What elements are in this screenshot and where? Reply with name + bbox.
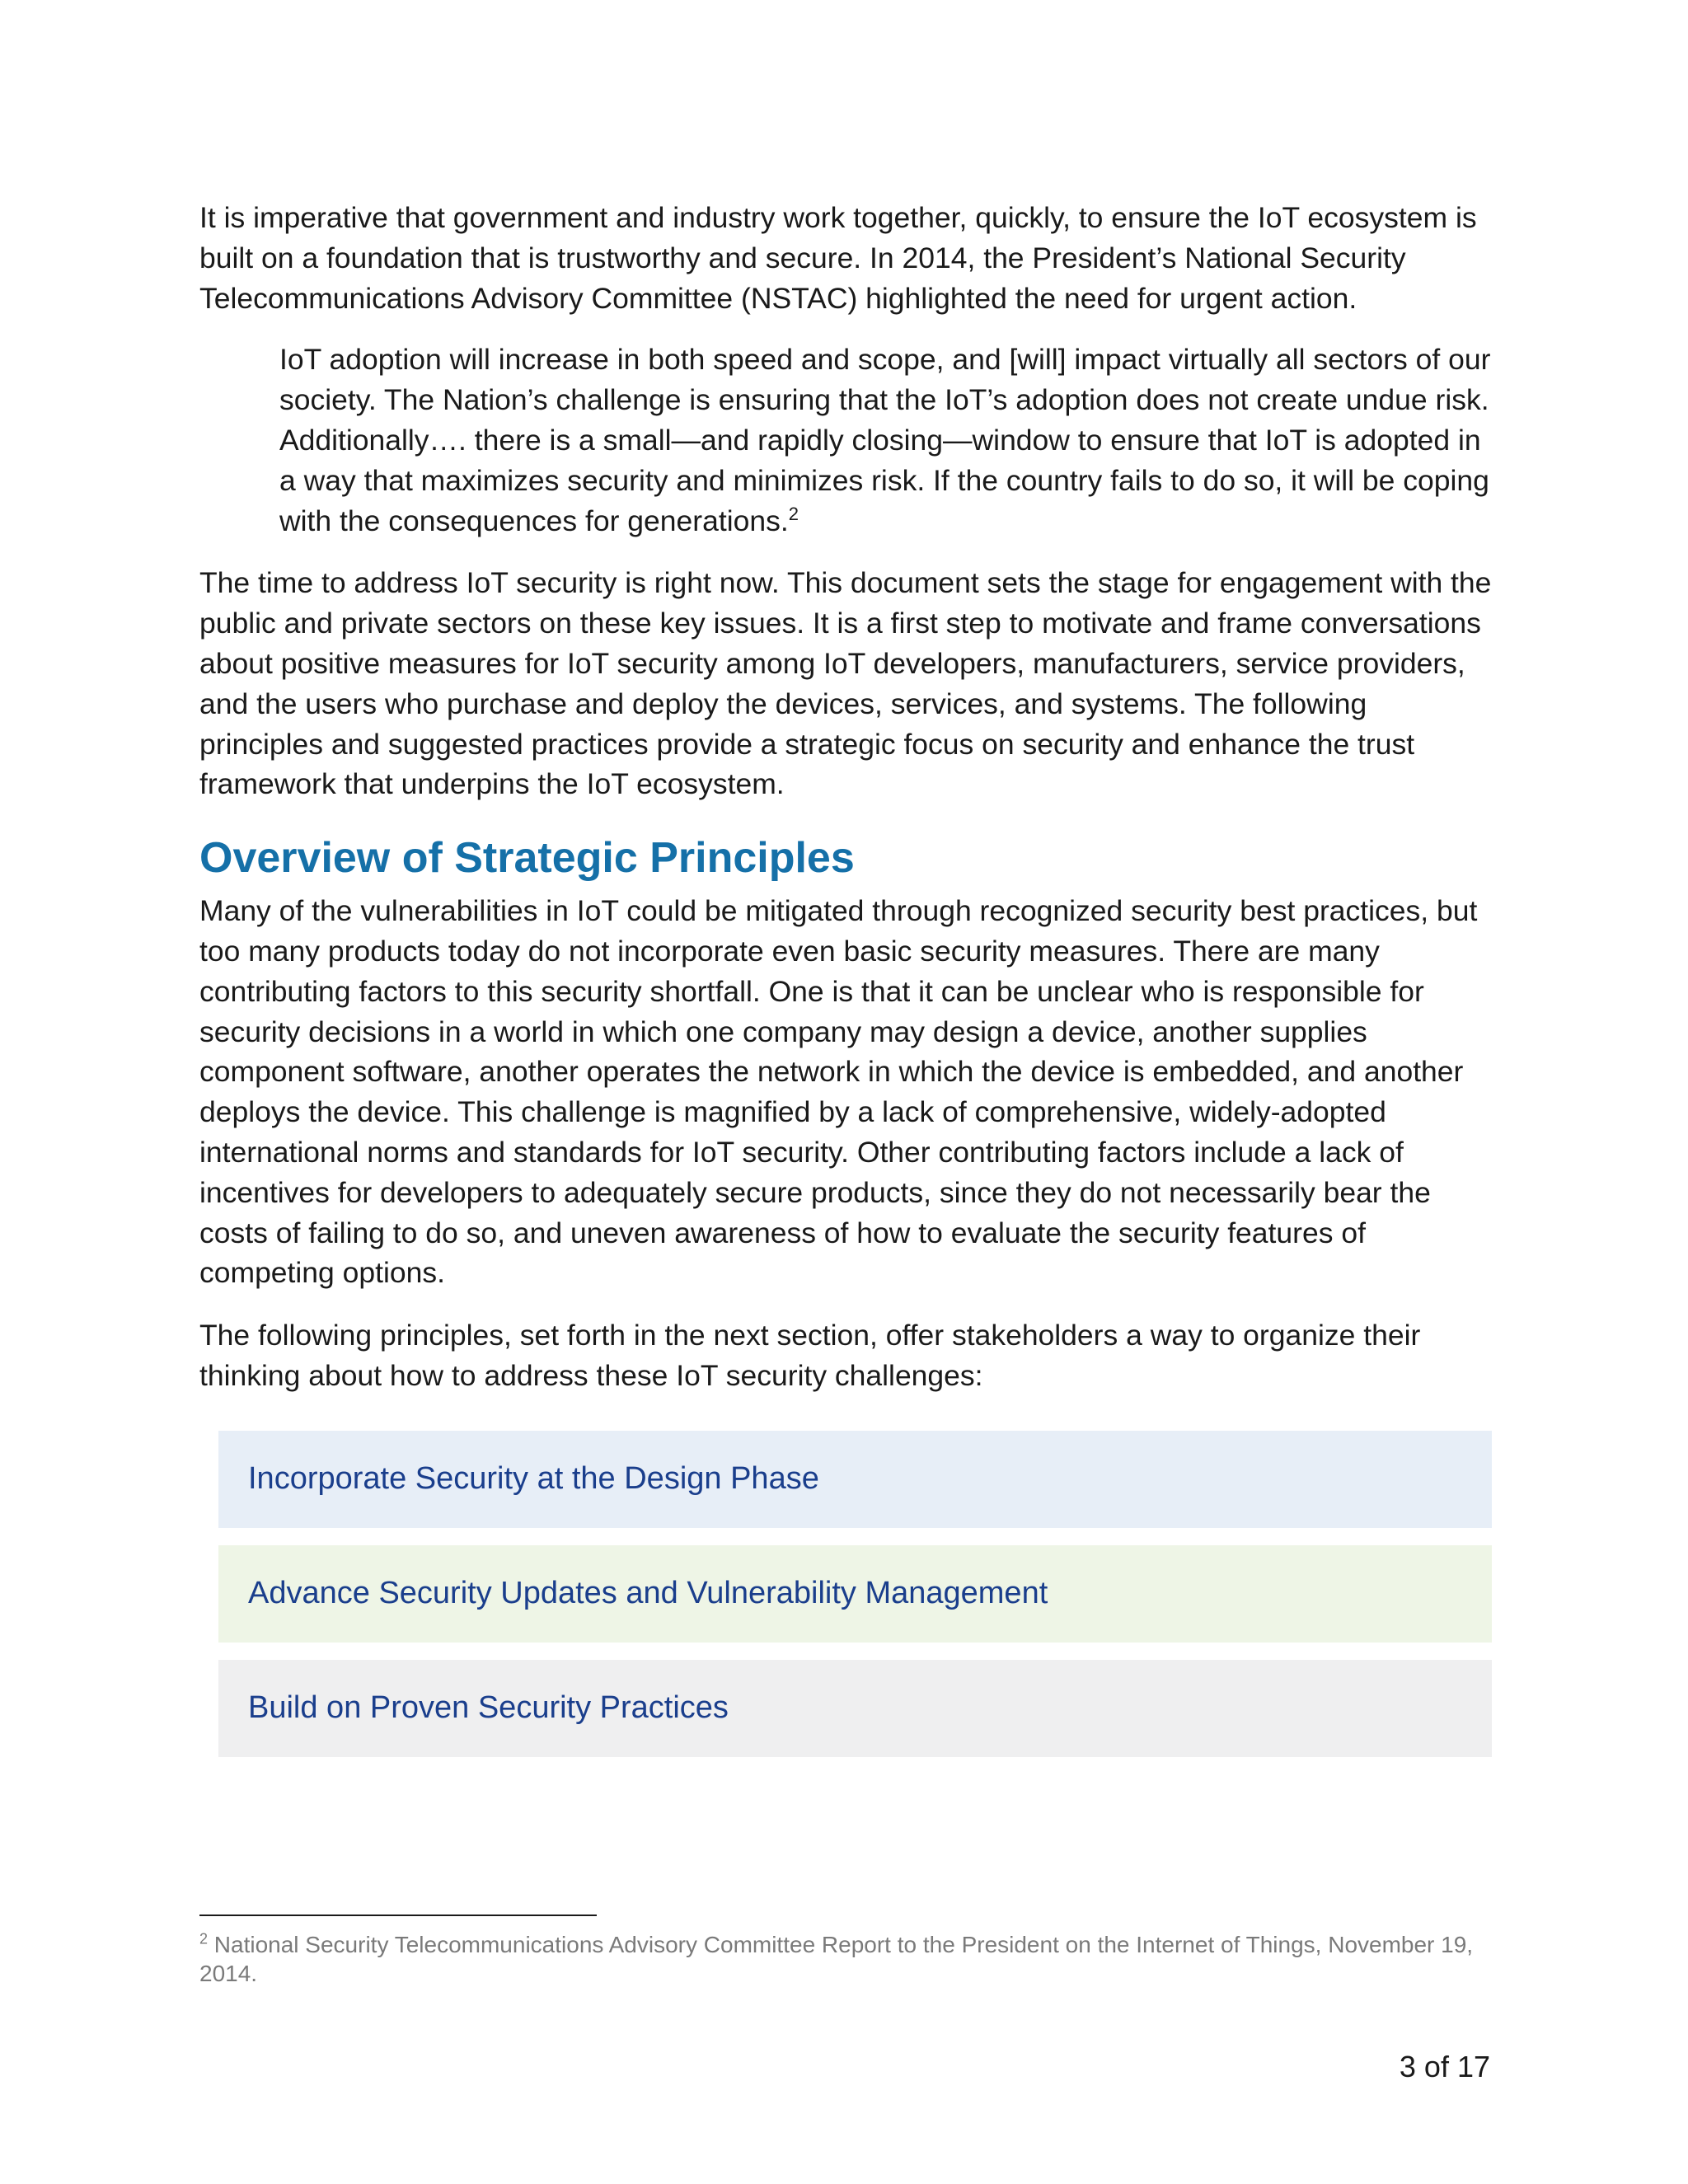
page-number: 3 of 17	[1399, 2050, 1490, 2083]
footnote	[199, 1930, 1502, 1988]
principle-security-updates	[218, 1545, 1492, 1643]
footnote-text: National Security Telecommunications Advisory Committee Report to the President on the Internet of Things, November 19, 2014.	[199, 1932, 1474, 1986]
footnote-divider	[199, 1915, 597, 1916]
time-to-address-paragraph: The time to address IoT security is right now. This document sets the stage for engagement with the public and private sectors on these key issues. It is a first step to motivate and frame conversations about positive measures for IoT security among IoT developers, manufacturers, service providers, and the users who purchase and deploy the devices, services, and systems. The following principles and suggested practices provide a strategic focus on security and enhance the trust framework that underpins the IoT ecosystem.	[199, 566, 1492, 801]
nstac-quote	[279, 340, 1493, 541]
page-content	[199, 198, 1493, 1774]
principle-label: Build on Proven Security Practices	[248, 1690, 729, 1726]
principle-label: Advance Security Updates and Vulnerability Management	[248, 1576, 1048, 1611]
principle-label: Incorporate Security at the Design Phase	[248, 1461, 819, 1497]
principles-list	[218, 1431, 1492, 1757]
footnote-number: 2	[199, 1930, 209, 1947]
principle-design-phase	[218, 1431, 1492, 1528]
vulnerabilities-paragraph: Many of the vulnerabilities in IoT could be mitigated through recognized security best practices, but too many products today do not incorporate even basic security measures. There are many contributing factors to this security shortfall. One is that it can be unclear who is responsible for security decisions in a world in which one company may design a device, another supplies component software, another operates the network in which the device is embedded, and another deploys the device. This challenge is magnified by a lack of comprehensive, widely-adopted international norms and standards for IoT security. Other contributing factors include a lack of incentives for developers to adequately secure products, since they do not necessarily bear the costs of failing to do so, and uneven awareness of how to evaluate the security features of competing options.	[199, 894, 1478, 1290]
section-heading: Overview of Strategic Principles	[199, 834, 855, 883]
principles-intro-paragraph: The following principles, set forth in the next section, offer stakeholders a way to organize their thinking about how to address these IoT security challenges:	[199, 1319, 1421, 1392]
quote-text: IoT adoption will increase in both speed and scope, and [will] impact virtually all sectors of our society. The Nation’s challenge is ensuring that the IoT’s adoption does not create undue risk. Additionally…. there is a small—and rapidly closing—window to ensure that IoT is adopted in a way that maximizes security and minimizes risk. If the country fails to do so, it will be coping with the consequences for generations.	[279, 343, 1491, 537]
principle-proven-practices	[218, 1660, 1492, 1757]
intro-paragraph: It is imperative that government and industry work together, quickly, to ensure the IoT ecosystem is built on a foundation that is trustworthy and secure. In 2014, the President’s National Security Telecommunications Advisory Committee (NSTAC) highlighted the need for urgent action.	[199, 201, 1477, 315]
footnote-reference[interactable]: 2	[788, 503, 799, 524]
